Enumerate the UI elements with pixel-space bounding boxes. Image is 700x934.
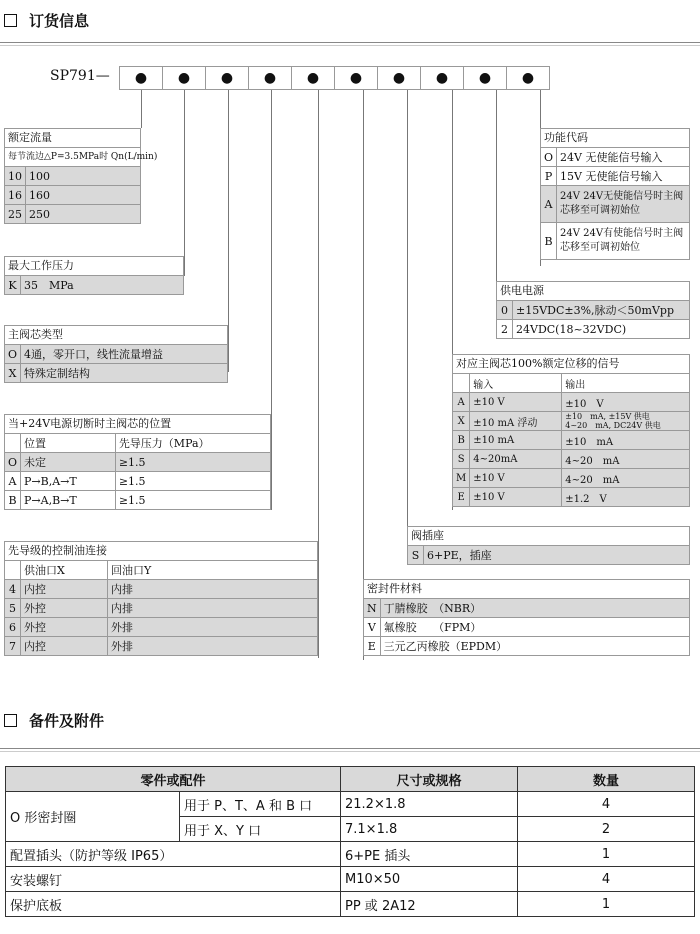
table-cell: 21.2×1.8 <box>341 792 518 817</box>
table-cell: 保护底板 <box>6 892 341 917</box>
column-header: 回油口Y <box>108 561 318 580</box>
signal-title: 对应主阀芯100%额定位移的信号 <box>452 354 690 373</box>
code-cell-8: ● <box>420 66 464 90</box>
value: 外控 <box>21 599 108 618</box>
code: 5 <box>5 599 21 618</box>
value: 160 <box>26 186 141 205</box>
accessories-table <box>5 766 695 917</box>
section-title-text: 订货信息 <box>29 12 90 30</box>
table-cell: 配置插头（防护等级 IP65） <box>6 842 341 867</box>
value-line: 24V 24V无使能信号时主阀 <box>560 191 684 202</box>
table-cell: 2 <box>518 817 695 842</box>
model-code-cells <box>120 66 550 90</box>
value <box>557 223 690 260</box>
value: 特殊定制结构 <box>21 364 228 383</box>
code: B <box>453 431 470 450</box>
code: A <box>5 472 21 491</box>
connector-line <box>318 90 319 658</box>
column-header: 零件或配件 <box>6 767 341 792</box>
spool-type-title: 主阀芯类型 <box>4 325 228 344</box>
code-cell-1: ● <box>119 66 163 90</box>
value: 内控 <box>21 637 108 656</box>
value: 4通，零开口，线性流量增益 <box>21 345 228 364</box>
function-title: 功能代码 <box>540 128 690 147</box>
pilot-title: 先导级的控制油连接 <box>4 541 318 560</box>
value: 外控 <box>21 618 108 637</box>
code: K <box>5 276 21 295</box>
max-pressure-title: 最大工作压力 <box>4 256 184 275</box>
value: ≥1.5 <box>115 453 270 472</box>
code: 10 <box>5 167 26 186</box>
value: ≥1.5 <box>115 491 270 510</box>
checkbox-square-icon <box>4 14 17 27</box>
value: 内排 <box>108 599 318 618</box>
code: 2 <box>497 320 513 339</box>
value: ±10 V <box>470 393 562 412</box>
value-line: 4~20 mA, DC24V 供电 <box>565 421 661 430</box>
value: 氟橡胶 （FPM） <box>380 618 689 637</box>
divider <box>0 751 700 752</box>
value: 内控 <box>21 580 108 599</box>
table-cell: 用于 X、Y 口 <box>180 817 341 842</box>
code: A <box>541 186 557 223</box>
value: 15V 无使能信号输入 <box>557 167 690 186</box>
section-title-accessories <box>4 710 104 731</box>
signal-table <box>452 354 690 507</box>
section-title-ordering <box>4 10 89 31</box>
value: 外排 <box>108 637 318 656</box>
rated-flow-title: 额定流量 <box>4 128 141 147</box>
code: S <box>453 450 470 469</box>
value <box>557 186 690 223</box>
value: 4~20mA <box>470 450 562 469</box>
value: ±10 V <box>562 393 690 412</box>
divider <box>0 748 700 749</box>
code-cell-6: ● <box>334 66 378 90</box>
value: P→A,B→T <box>21 491 116 510</box>
value: 24V 无使能信号输入 <box>557 148 690 167</box>
table-cell: M10×50 <box>341 867 518 892</box>
function-code-table <box>540 128 690 260</box>
value: 4~20 mA <box>562 469 690 488</box>
power-off-title: 当+24V电源切断时主阀芯的位置 <box>4 414 271 433</box>
code: 7 <box>5 637 21 656</box>
code: P <box>541 167 557 186</box>
spool-type-table <box>4 325 228 383</box>
table-cell: 4 <box>518 792 695 817</box>
column-header: 数量 <box>518 767 695 792</box>
value: 6+PE，插座 <box>424 546 690 565</box>
rated-flow-subtitle: 每节流边△P=3.5MPa时 Qn(L/min) <box>4 147 141 166</box>
section-title-text: 备件及附件 <box>29 712 105 730</box>
code-cell-2: ● <box>162 66 206 90</box>
connector-line <box>228 90 229 372</box>
table-cell: 1 <box>518 842 695 867</box>
table-cell: 4 <box>518 867 695 892</box>
code: O <box>5 453 21 472</box>
value: ±10 V <box>470 488 562 507</box>
code-cell-9: ● <box>463 66 507 90</box>
column-header: 尺寸或规格 <box>341 767 518 792</box>
rated-flow-table <box>4 128 158 224</box>
code: B <box>5 491 21 510</box>
connector-line <box>271 90 272 510</box>
socket-title: 阀插座 <box>407 526 690 545</box>
code: 25 <box>5 205 26 224</box>
connector-line <box>184 90 185 276</box>
pilot-connection-table <box>4 541 318 656</box>
socket-table <box>407 526 690 565</box>
column-header: 先导压力（MPa） <box>115 434 270 453</box>
seal-material-table <box>363 579 690 656</box>
code-cell-7: ● <box>377 66 421 90</box>
table-cell: 6+PE 插头 <box>341 842 518 867</box>
power-off-position-table <box>4 414 271 510</box>
power-supply-table <box>496 281 690 339</box>
value-line: 芯移至可调初始位 <box>560 242 641 253</box>
code-cell-3: ● <box>205 66 249 90</box>
value: 100 <box>26 167 141 186</box>
value: 24VDC(18~32VDC) <box>513 320 690 339</box>
table-cell: 7.1×1.8 <box>341 817 518 842</box>
column-header: 位置 <box>21 434 116 453</box>
value: ±10 mA 浮动 <box>470 412 562 431</box>
code: X <box>453 412 470 431</box>
model-prefix: SP791— <box>50 68 110 84</box>
power-title: 供电电源 <box>496 281 690 300</box>
code: E <box>364 637 381 656</box>
value: 三元乙丙橡胶（EPDM） <box>380 637 689 656</box>
code: S <box>408 546 424 565</box>
code-cell-5: ● <box>291 66 335 90</box>
value: ≥1.5 <box>115 472 270 491</box>
value <box>562 412 690 431</box>
value: ±10 mA <box>470 431 562 450</box>
column-header: 供油口X <box>21 561 108 580</box>
value-line: 芯移至可调初始位 <box>560 205 641 216</box>
divider <box>0 45 700 46</box>
code: O <box>541 148 557 167</box>
connector-line <box>407 90 408 560</box>
value-line: 24V 24V有使能信号时主阀 <box>560 228 684 239</box>
value: 外排 <box>108 618 318 637</box>
value: ±15VDC±3%,脉动＜50mVpp <box>513 301 690 320</box>
table-cell: O 形密封圈 <box>6 792 180 842</box>
column-header: 输入 <box>470 374 562 393</box>
divider <box>0 42 700 43</box>
code: V <box>364 618 381 637</box>
connector-line <box>141 90 142 128</box>
value: 35 MPa <box>21 276 184 295</box>
code: 16 <box>5 186 26 205</box>
checkbox-square-icon <box>4 714 17 727</box>
value: 未定 <box>21 453 116 472</box>
code-cell-4: ● <box>248 66 292 90</box>
table-cell: 安装螺钉 <box>6 867 341 892</box>
value: 250 <box>26 205 141 224</box>
code: E <box>453 488 470 507</box>
value: ±10 mA <box>562 431 690 450</box>
code-cell-10: ● <box>506 66 550 90</box>
code: 6 <box>5 618 21 637</box>
value-line: ±10 mA, ±15V 供电 <box>565 412 650 421</box>
table-cell: 用于 P、T、A 和 B 口 <box>180 792 341 817</box>
code: B <box>541 223 557 260</box>
connector-line <box>363 90 364 660</box>
value: ±10 V <box>470 469 562 488</box>
code: 0 <box>497 301 513 320</box>
value: 4~20 mA <box>562 450 690 469</box>
code: X <box>5 364 21 383</box>
code: O <box>5 345 21 364</box>
value: 丁腈橡胶 （NBR） <box>380 599 689 618</box>
table-cell: PP 或 2A12 <box>341 892 518 917</box>
seal-title: 密封件材料 <box>363 579 690 598</box>
code: A <box>453 393 470 412</box>
value: 内排 <box>108 580 318 599</box>
table-cell: 1 <box>518 892 695 917</box>
max-pressure-table <box>4 256 184 295</box>
value: ±1.2 V <box>562 488 690 507</box>
code: 4 <box>5 580 21 599</box>
value: P→B,A→T <box>21 472 116 491</box>
code: M <box>453 469 470 488</box>
column-header: 输出 <box>562 374 690 393</box>
code: N <box>364 599 381 618</box>
